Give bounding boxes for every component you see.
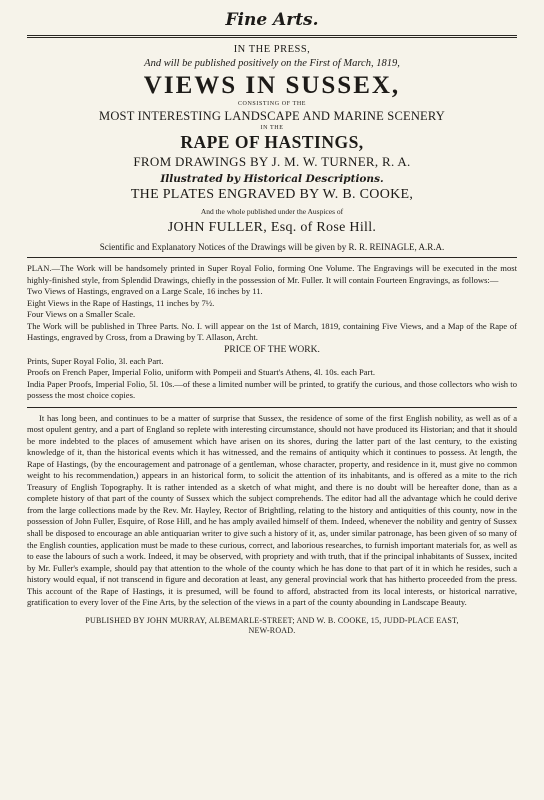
publish-line: And will be published positively on the First of March, 1819, (144, 58, 400, 69)
plan-item: Two Views of Hastings, engraved on a Large Scale, 16 inches by 11. (27, 286, 263, 296)
price-line: India Paper Proofs, Imperial Folio, 5l. 10s.—of these a limited number will be printed, to gratify the curious, and those collectors who wish to possess the most choice copies. (27, 378, 517, 400)
scientific-line: Scientific and Explanatory Notices of the Drawings will be given by R. R. REINAGLE, A.R.A. (99, 242, 445, 252)
essay-paragraph: It has long been, and continues to be a matter of surprise that Sussex, the residence of some of the first English nobility, as well as of a most opulent gentry, and a part of England so replete with interesting circumstance, should not have produced its Historian; and that it should be more indebted to the places of amusement which have arisen on its shores, during the latter part of the last century, to the existing knowledge of it, than the historical events which it has witnessed, and the remains of antiquity which it continues to possess. At length, the Rape of Hastings, (by the encouragement and patronage of a gentleman, whose character, property, and residence in it, must give no common weight to his recommendation,) appears in an historical form, to solicit the attention of its inhabitants, and is offered as a mite to the rich Treasury of English Topography. It is rather intended as a sketch of what might, and there is no doubt will be hereafter done, than as a complete history of that part of the county of Sussex which the subject comprehends. The editor had all the advantage which he could derive from the large collections made by the Rev. Mr. Hayley, Rector of Brightling, relating to the history and antiquities of this county, now in the possession of John Fuller, Esquire, of Rose Hill, and he has amply availed himself of them. Indeed, whenever the nobility and gentry of Sussex shall be disposed to encourage an able antiquarian writer to give such a history of it, as, under similar patronage, has been given of so many of the English counties, application must be made to these curious, correct, and laborious researches, to furnish important materials for, as well as to ease the labours of such a work. Indeed, it may be observed, with propriety and with truth, that if the principal inhabitants of Sussex, incited by Mr. Fuller's example, should pay that attention to the whole of the county which he has done to that part of it in which he resides, such a history would equal, if not transcend in figure and decoration at least, any general provincial work that has hitherto proceeded from the press. This account of the Rape of Hastings, it is presumed, will be found to afford, abstracted from its local interests, or historical narrative, gratification to every lover of the Fine Arts, by the selection of the views in a part of the county abounding in Landscape Beauty. (27, 412, 517, 608)
rape-title: RAPE OF HASTINGS, (180, 132, 364, 152)
most-interesting-line: MOST INTERESTING LANDSCAPE AND MARINE SCENERY (99, 109, 445, 123)
in-press: IN THE PRESS, (233, 44, 311, 55)
top-rule (27, 35, 517, 38)
essay-rule (27, 407, 517, 408)
footer-line: NEW-ROAD. (248, 625, 296, 635)
plan-item: Eight Views in the Rape of Hastings, 11 inches by 7½. (27, 297, 215, 308)
plan-rule (27, 257, 517, 258)
plan-item: Four Views on a Smaller Scale. (27, 309, 136, 319)
publisher-footer (27, 616, 517, 636)
fuller-line: JOHN FULLER, Esq. of Rose Hill. (167, 220, 377, 235)
auspices-line: And the whole published under the Auspices of (200, 207, 344, 216)
price-section (27, 356, 517, 402)
main-title: VIEWS IN SUSSEX, (143, 72, 401, 99)
price-heading: PRICE OF THE WORK. (224, 344, 320, 355)
in-the-line: IN THE (260, 125, 284, 131)
from-drawings-line: FROM DRAWINGS BY J. M. W. TURNER, R. A. (133, 154, 411, 169)
price-line: Prints, Super Royal Folio, 3l. each Part. (27, 355, 164, 366)
masthead: Fine Arts. (225, 10, 319, 30)
footer-line: PUBLISHED BY JOHN MURRAY, ALBEMARLE-STREET; AND W. B. COOKE, 15, JUDD-PLACE EAST, (85, 615, 459, 625)
plan-parts: The Work will be published in Three Parts. No. I. will appear on the 1st of March, 1819, containing Five Views, and a Map of the Rape of Hastings, engraved by Cross, from a Drawing by T. Allason, Archt. (27, 320, 517, 342)
price-line: Proofs on French Paper, Imperial Folio, uniform with Pompeii and Stuart's Athens, 4l. 10s. each Part. (27, 367, 376, 377)
plates-line: THE PLATES ENGRAVED BY W. B. COOKE, (130, 187, 414, 202)
consisting-line: CONSISTING OF THE (237, 101, 307, 107)
illustrated-line: Illustrated by Historical Descriptions. (160, 173, 384, 185)
plan-section (27, 263, 517, 344)
plan-text: PLAN.—The Work will be handsomely printed in Super Royal Folio, forming One Volume. The Engravings will be executed in the most highly-finished style, from Splendid Drawings, chiefly in the possession of Mr. Fuller. It will contain Fourteen Engravings, as follows:— (27, 263, 517, 285)
